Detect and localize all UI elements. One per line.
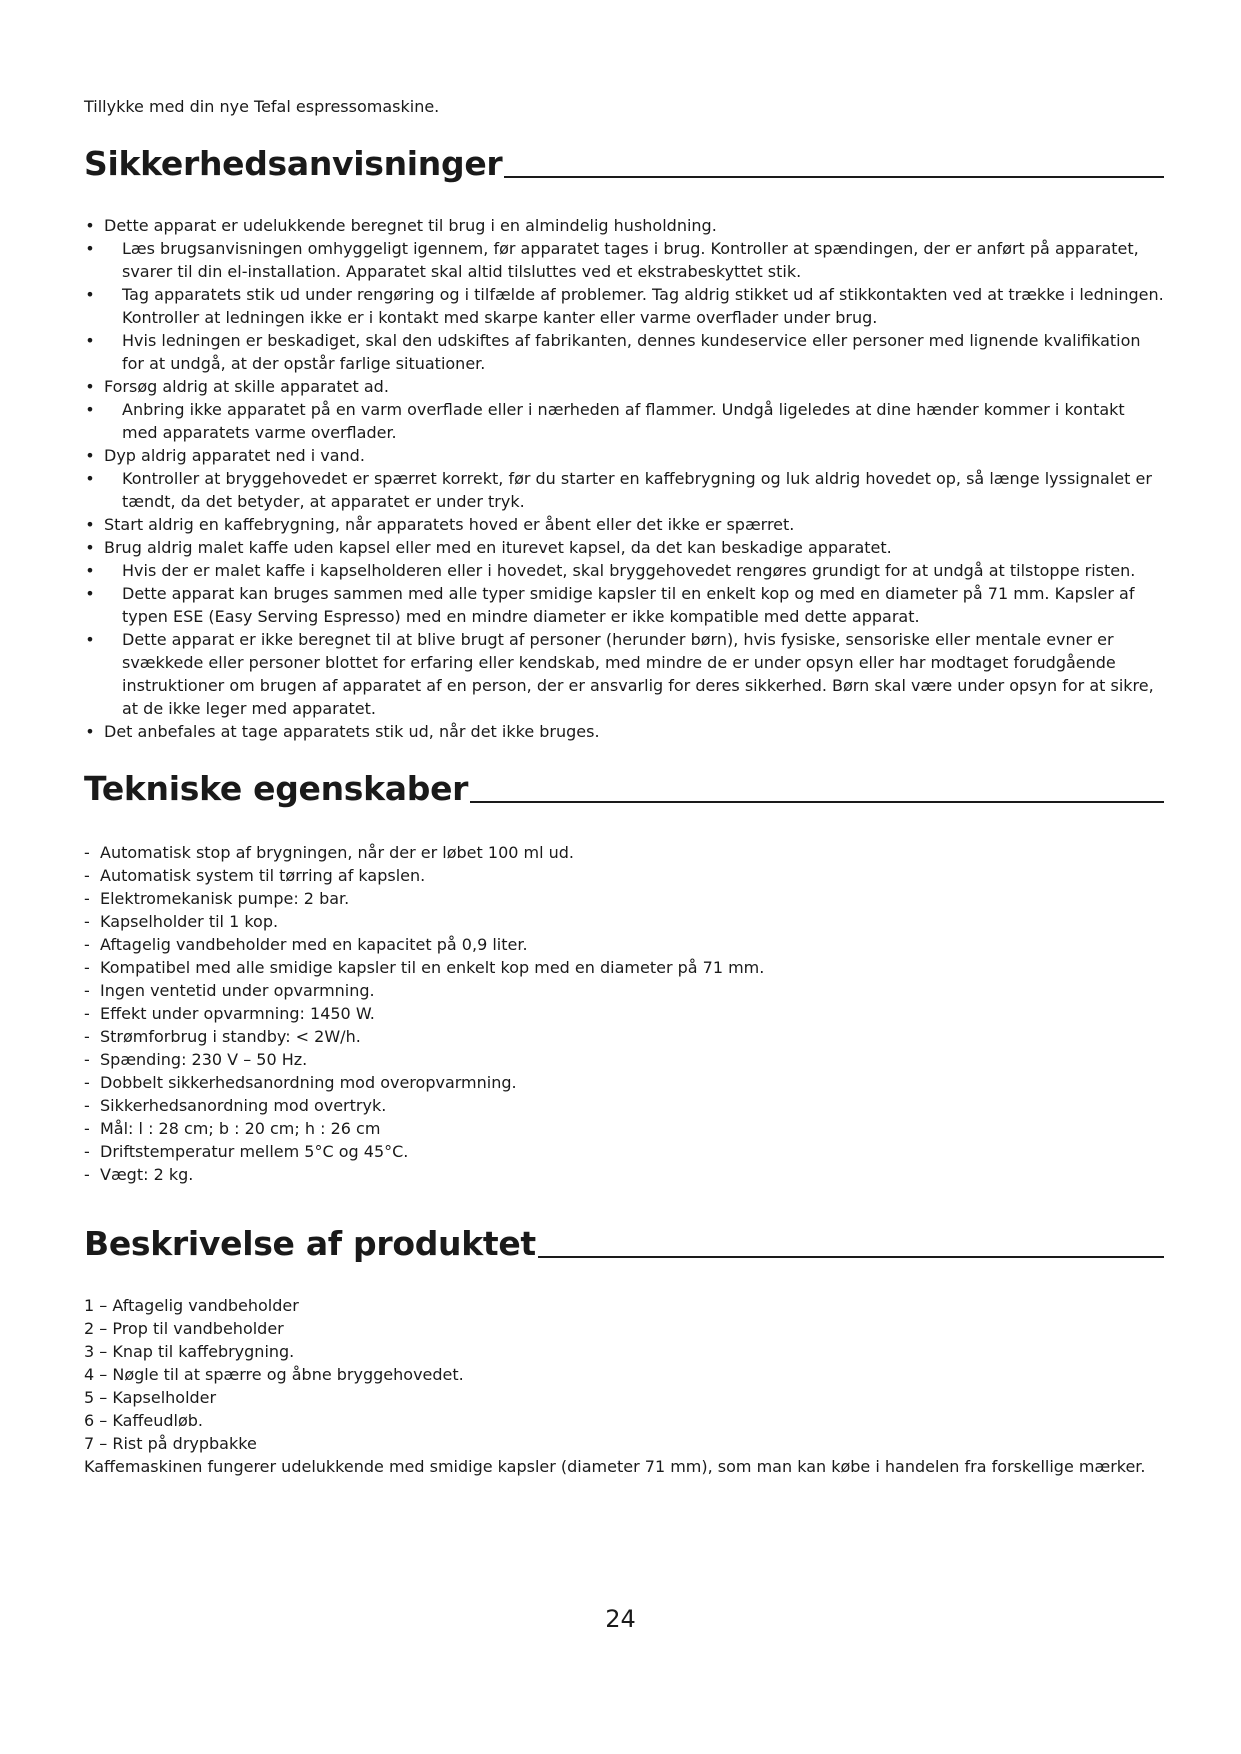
bullet-icon: • [85,216,95,235]
product-title: Beskrivelse af produktet [84,1224,536,1263]
safety-item: • Dette apparat er ikke beregnet til at blive brugt af personer (herunder børn), hvis fysiske, sensoriske eller mentale evner er svækkede eller personer blottet for erfaring eller kendskab, med mindre de er under opsyn eller har modtaget forudgående instruktioner om brugen af apparatet af en person, der er ansvarlig for deres sikkerhed. Børn skal være under opsyn for at sikre, at de ikke leger med apparatet. [85,630,1154,718]
product-part-item: 3 – Knap til kaffebrygning. [84,1342,295,1361]
safety-item: • Det anbefales at tage apparatets stik ud, når det ikke bruges. [85,722,600,741]
bullet-icon: • [85,400,95,419]
bullet-icon: • [85,469,95,488]
safety-title: Sikkerhedsanvisninger [84,144,503,183]
technical-item: - Automatisk system til tørring af kapslen. [84,866,426,885]
bullet-icon: • [85,377,95,396]
product-part-item: 6 – Kaffeudløb. [84,1411,204,1430]
product-part-item: 4 – Nøgle til at spærre og åbne bryggehovedet. [84,1365,464,1384]
page-number: 24 [605,1605,636,1633]
safety-item: • Tag apparatets stik ud under rengøring og i tilfælde af problemer. Tag aldrig stikket ud af stikkontakten ved at trække i ledningen. Kontroller at ledningen ikke er i kontakt med skarpe kanter eller varme overflader under brug. [85,285,1164,327]
safety-item: • Kontroller at bryggehovedet er spærret korrekt, før du starter en kaffebrygning og luk aldrig hovedet op, så længe lyssignalet er tændt, da det betyder, at apparatet er under tryk. [85,469,1152,511]
technical-item: - Driftstemperatur mellem 5°C og 45°C. [84,1142,409,1161]
technical-item: - Aftagelig vandbeholder med en kapacitet på 0,9 liter. [84,935,528,954]
technical-item: - Sikkerhedsanordning mod overtryk. [84,1096,387,1115]
bullet-icon: • [85,561,95,580]
product-part-item: 2 – Prop til vandbeholder [84,1319,284,1338]
technical-item: - Strømforbrug i standby: < 2W/h. [84,1027,361,1046]
heading-rule [504,176,1164,178]
bullet-icon: • [85,331,95,350]
product-closing-text: Kaffemaskinen fungerer udelukkende med smidige kapsler (diameter 71 mm), som man kan købe i handelen fra forskellige mærker. [84,1457,1146,1476]
bullet-icon: • [85,630,95,649]
product-part-item: 7 – Rist på drypbakke [84,1434,257,1453]
product-part-item: 5 – Kapselholder [84,1388,217,1407]
product-part-item: 1 – Aftagelig vandbeholder [84,1296,299,1315]
bullet-icon: • [85,285,95,304]
bullet-icon: • [85,515,95,534]
technical-list [84,841,1164,1186]
technical-item: - Spænding: 230 V – 50 Hz. [84,1050,308,1069]
safety-item: • Dyp aldrig apparatet ned i vand. [85,446,365,465]
technical-item: - Automatisk stop af brygningen, når der er løbet 100 ml ud. [84,843,575,862]
technical-item: - Effekt under opvarmning: 1450 W. [84,1004,375,1023]
bullet-icon: • [85,584,95,603]
technical-item: - Kapselholder til 1 kop. [84,912,279,931]
bullet-icon: • [85,446,95,465]
technical-item: - Elektromekanisk pumpe: 2 bar. [84,889,350,908]
technical-item: - Mål: l : 28 cm; b : 20 cm; h : 26 cm [84,1119,381,1138]
safety-item: • Forsøg aldrig at skille apparatet ad. [85,377,389,396]
heading-rule [470,801,1164,803]
safety-item: • Hvis der er malet kaffe i kapselholderen eller i hovedet, skal bryggehovedet rengøres grundigt for at undgå at tilstoppe risten. [85,561,1136,580]
section-heading-product [84,1224,1164,1264]
bullet-icon: • [85,239,95,258]
safety-item: • Læs brugsanvisningen omhyggeligt igennem, før apparatet tages i brug. Kontroller at spændingen, der er anført på apparatet, svarer til din el-installation. Apparatet skal altid tilsluttes ved et ekstrabeskyttet stik. [85,239,1139,281]
technical-title: Tekniske egenskaber [84,769,469,808]
safety-item: • Dette apparat er udelukkende beregnet til brug i en almindelig husholdning. [85,216,717,235]
safety-item: • Hvis ledningen er beskadiget, skal den udskiftes af fabrikanten, dennes kundeservice eller personer med lignende kvalifikation for at undgå, at der opstår farlige situationer. [85,331,1141,373]
safety-item: • Dette apparat kan bruges sammen med alle typer smidige kapsler til en enkelt kop og med en diameter på 71 mm. Kapsler af typen ESE (Easy Serving Espresso) med en mindre diameter er ikke kompatible med dette apparat. [85,584,1135,626]
section-heading-safety [84,144,1164,184]
bullet-icon: • [85,722,95,741]
technical-item: - Kompatibel med alle smidige kapsler til en enkelt kop med en diameter på 71 mm. [84,958,765,977]
safety-item: • Brug aldrig malet kaffe uden kapsel eller med en iturevet kapsel, da det kan beskadige apparatet. [85,538,892,557]
heading-rule [538,1256,1164,1258]
intro-text: Tillykke med din nye Tefal espressomaskine. [84,97,440,116]
safety-item: • Start aldrig en kaffebrygning, når apparatets hoved er åbent eller det ikke er spærret. [85,515,795,534]
product-parts-list [84,1294,1164,1455]
safety-list [84,214,1164,743]
technical-item: - Dobbelt sikkerhedsanordning mod overopvarmning. [84,1073,517,1092]
bullet-icon: • [85,538,95,557]
section-heading-technical [84,769,1164,809]
technical-item: - Ingen ventetid under opvarmning. [84,981,375,1000]
manual-page [84,96,1164,1478]
technical-item: - Vægt: 2 kg. [84,1165,194,1184]
safety-item: • Anbring ikke apparatet på en varm overflade eller i nærheden af flammer. Undgå ligeledes at dine hænder kommer i kontakt med apparatets varme overflader. [85,400,1125,442]
